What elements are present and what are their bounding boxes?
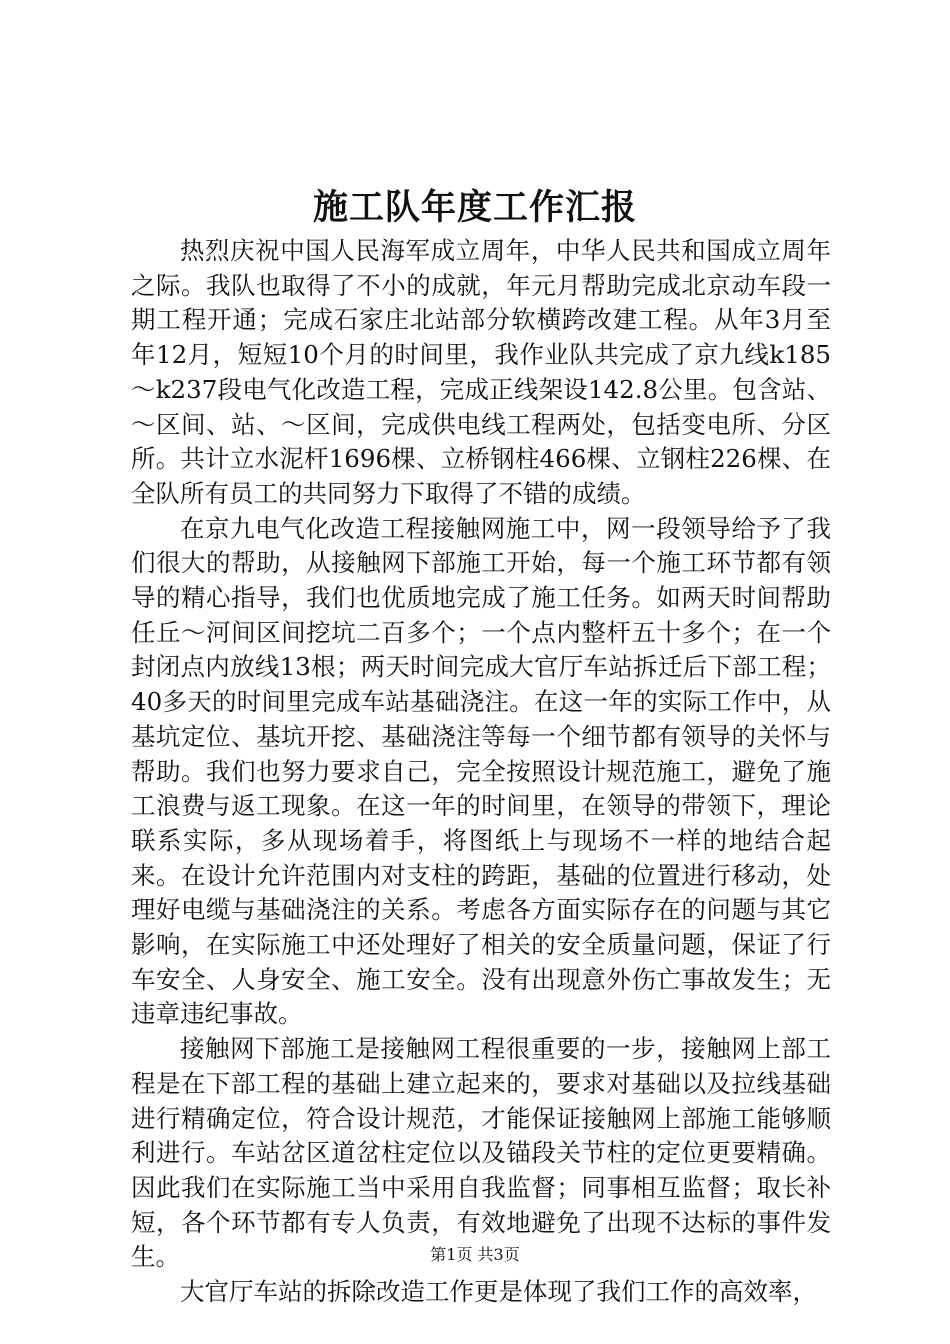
page-footer	[0, 1243, 950, 1267]
page-number: 第1页	[430, 1245, 473, 1264]
paragraph-3: 接触网下部施工是接触网工程很重要的一步，接触网上部工程是在下部工程的基础上建立起来的，要求对基础以及拉线基础进行精确定位，符合设计规范，才能保证接触网上部施工能够顺利进行。车站岔区道岔柱定位以及锚段关节柱的定位更要精确。因此我们在实际施工当中采用自我监督；同事相互监督；取长补短，各个环节都有专人负责，有效地避免了出现不达标的事件发生。	[131, 1034, 831, 1272]
paragraph-2: 在京九电气化改造工程接触网施工中，网一段领导给予了我们很大的帮助，从接触网下部施工开始，每一个施工环节都有领导的精心指导，我们也优质地完成了施工任务。如两天时间帮助任丘～河间区间挖坑二百多个；一个点内整杆五十多个；在一个封闭点内放线13根；两天时间完成大官厅车站拆迁后下部工程；40多天的时间里完成车站基础浇注。在这一年的实际工作中，从基坑定位、基坑开挖、基础浇注等每一个细节都有领导的关怀与帮助。我们也努力要求自己，完全按照设计规范施工，避免了施工浪费与返工现象。在这一年的时间里，在领导的带领下，理论联系实际，多从现场着手，将图纸上与现场不一样的地结合起来。在设计允许范围内对支柱的跨距，基础的位置进行移动，处理好电缆与基础浇注的关系。考虑各方面实际存在的问题与其它影响，在实际施工中还处理好了相关的安全质量问题，保证了行车安全、人身安全、施工安全。没有出现意外伤亡事故发生；无违章违纪事故。	[131, 513, 831, 1029]
page-total: 共3页	[477, 1245, 520, 1264]
paragraph-4: 大官厅车站的拆除改造工作更是体现了我们工作的高效率，	[180, 1277, 817, 1307]
document-title: 施工队年度工作汇报	[312, 187, 637, 228]
paragraph-1: 热烈庆祝中国人民海军成立周年，中华人民共和国成立周年之际。我队也取得了不小的成就，年元月帮助完成北京动车段一期工程开通；完成石家庄北站部分软横跨改建工程。从年3月至年12月，短短10个月的时间里，我作业队共完成了京九线k185～k237段电气化改造工程，完成正线架设142.8公里。包含站、～区间、站、～区间，完成供电线工程两处，包括变电所、分区所。共计立水泥杆1696棵、立桥钢柱466棵、立钢柱226棵、在全队所有员工的共同努力下取得了不错的成绩。	[131, 236, 831, 508]
document-body	[131, 234, 831, 1310]
